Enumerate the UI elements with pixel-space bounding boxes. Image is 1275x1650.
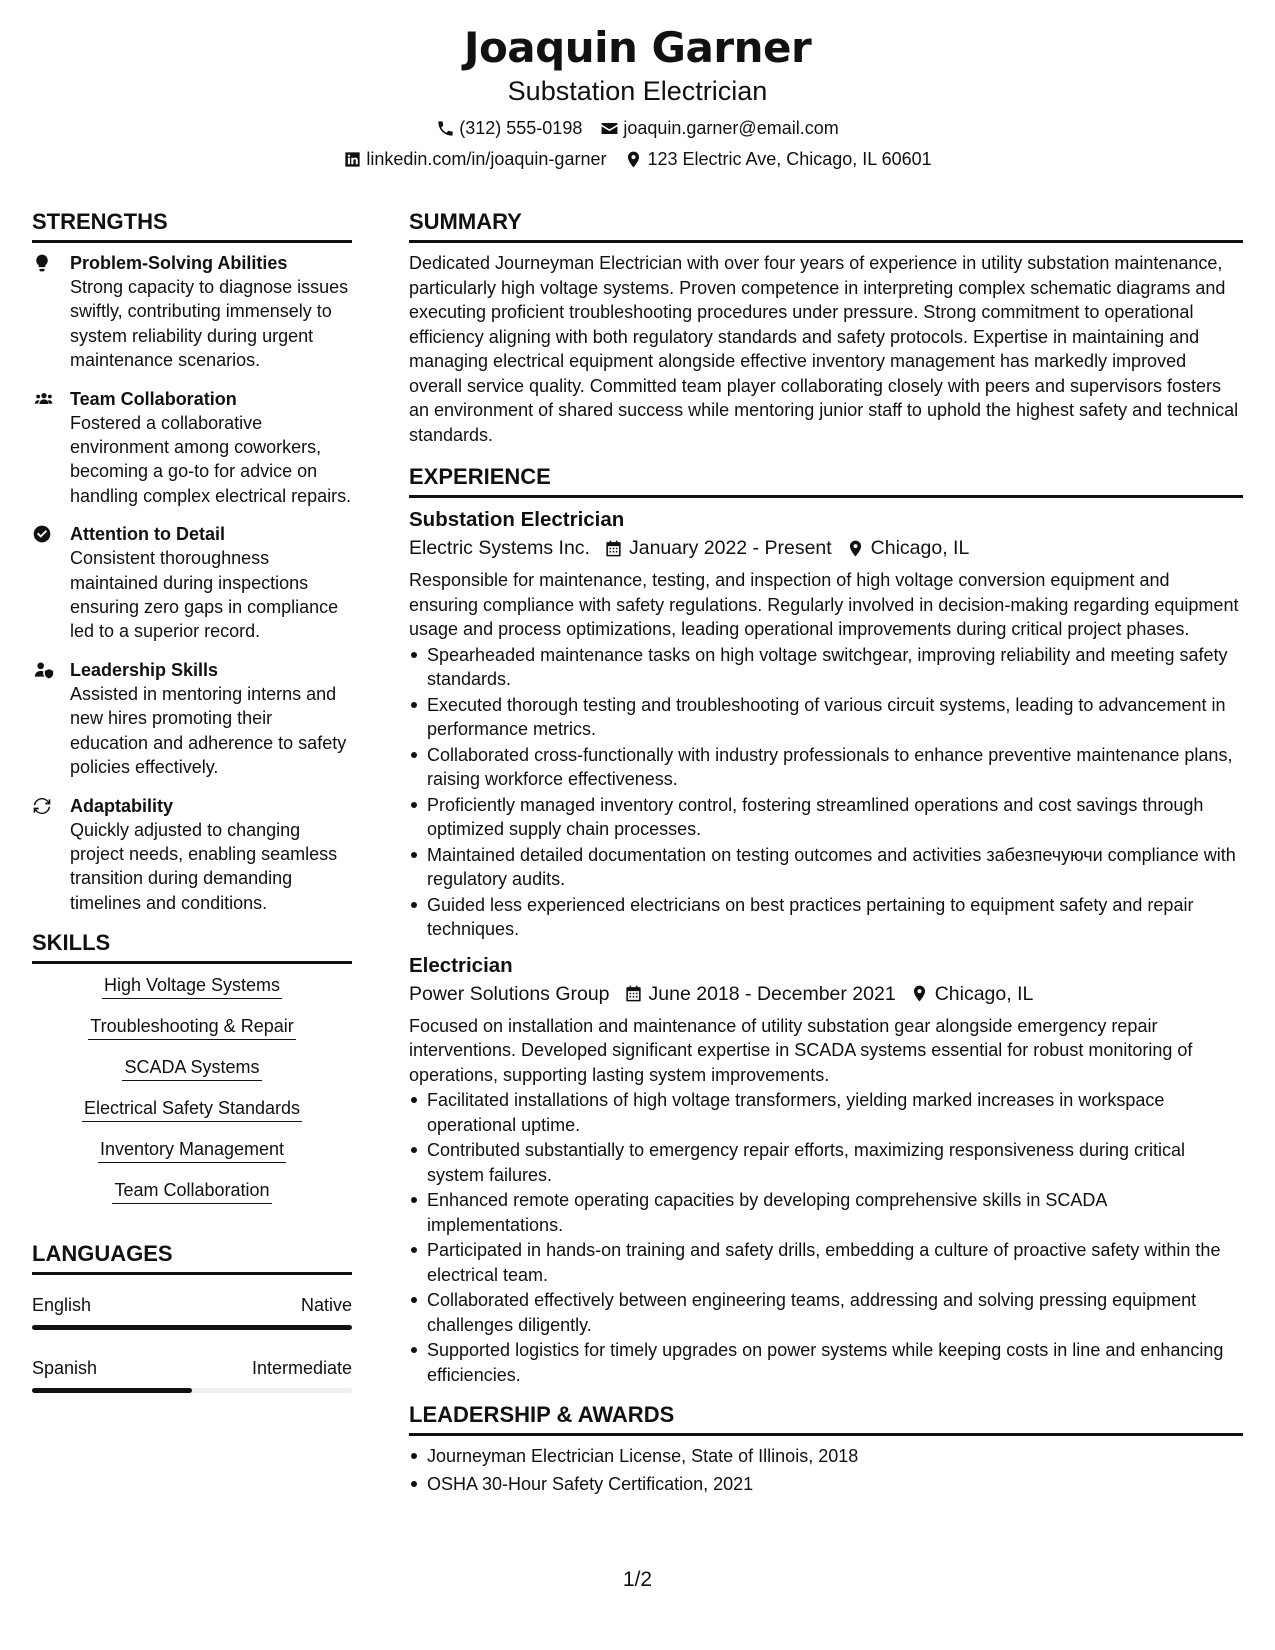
contact-row-2	[0, 147, 1275, 171]
summary-heading: SUMMARY	[409, 208, 1243, 243]
strength-title: Leadership Skills	[70, 659, 219, 680]
skill-label: SCADA Systems	[122, 1054, 261, 1081]
contact-row-1	[0, 116, 1275, 140]
candidate-title: Substation Electrician	[507, 76, 768, 106]
job-meta	[409, 534, 1243, 562]
job-role: Substation Electrician	[409, 508, 625, 531]
job-bullet: Supported logistics for timely upgrades on power systems while keeping costs in line and enhancing efficiencies.	[409, 1338, 1243, 1387]
strength-description: Quickly adjusted to changing project needs, enabling seamless transition during demanding timelines and conditions.	[70, 819, 338, 913]
page-number: 1/2	[622, 1568, 653, 1591]
experience-heading: EXPERIENCE	[409, 463, 1243, 498]
job-bullets	[409, 643, 1243, 942]
linkedin-text[interactable]: linkedin.com/in/joaquin-garner	[366, 149, 607, 169]
language-proficiency-fill	[32, 1388, 192, 1393]
job-location: Chicago, IL	[934, 982, 1034, 1005]
strength-item	[32, 658, 352, 780]
calendar-icon	[624, 984, 643, 1003]
awards-list	[409, 1444, 1243, 1496]
strength-title: Team Collaboration	[70, 388, 237, 409]
job-location: Chicago, IL	[870, 537, 970, 559]
job-bullet: Contributed substantially to emergency repair efforts, maximizing responsiveness during critical system failures.	[409, 1138, 1243, 1187]
language-item	[32, 1356, 352, 1393]
strength-item	[32, 251, 352, 373]
email-contact[interactable]	[600, 116, 838, 140]
language-proficiency-bar	[32, 1388, 352, 1393]
skill-item	[32, 1013, 352, 1040]
language-item	[32, 1293, 352, 1330]
skill-item	[32, 1095, 352, 1122]
strength-item	[32, 794, 352, 916]
job-entry	[409, 952, 1243, 1388]
linkedin-icon	[343, 150, 362, 169]
skill-label: Inventory Management	[98, 1136, 286, 1163]
left-column	[32, 208, 352, 1419]
job-bullet: Collaborated effectively between engineering teams, addressing and solving pressing equipment challenges diligently.	[409, 1288, 1243, 1337]
strength-title: Problem-Solving Abilities	[70, 253, 288, 273]
check-circle-icon	[32, 524, 52, 544]
job-dates: January 2022 - Present	[628, 537, 832, 559]
job-bullet: Collaborated cross-functionally with industry professionals to enhance preventive maintenance plans, raising workforce effectiveness.	[409, 743, 1243, 792]
users-icon	[32, 389, 56, 409]
job-bullet: Enhanced remote operating capacities by developing comprehensive skills in SCADA implementations.	[409, 1188, 1243, 1237]
phone-icon	[436, 119, 455, 138]
job-company: Power Solutions Group	[409, 982, 610, 1005]
sync-icon	[32, 796, 52, 816]
strength-description: Fostered a collaborative environment among coworkers, becoming a go-to for advice on handling complex electrical repairs.	[70, 412, 352, 506]
map-pin-icon	[910, 984, 929, 1003]
phone-text: (312) 555-0198	[459, 118, 583, 138]
job-bullet: Facilitated installations of high voltage transformers, yielding marked increases in workspace operational uptime.	[409, 1088, 1243, 1137]
job-role: Electrician	[409, 953, 513, 977]
address-contact	[624, 147, 931, 171]
skill-label: Team Collaboration	[112, 1177, 271, 1204]
strength-description: Strong capacity to diagnose issues swiftly, contributing immensely to system reliability during urgent maintenance scenarios.	[70, 277, 349, 371]
language-proficiency-fill	[32, 1325, 352, 1330]
phone-contact	[436, 116, 582, 140]
languages-heading: LANGUAGES	[32, 1240, 352, 1275]
email-text[interactable]: joaquin.garner@email.com	[623, 118, 839, 138]
strength-description: Assisted in mentoring interns and new hires promoting their education and adherence to safety policies effectively.	[70, 683, 347, 778]
job-description: Responsible for maintenance, testing, and inspection of high voltage conversion equipment and ensuring compliance with safety regulations. Regularly involved in decision-making regarding equipment usage and process optimizations, leading operational improvements during critical project phases.	[409, 570, 1239, 639]
language-level: Native	[300, 1295, 352, 1316]
strength-title: Adaptability	[70, 795, 174, 816]
envelope-icon	[600, 119, 619, 138]
skill-item	[32, 1054, 352, 1081]
job-bullet: Executed thorough testing and troubleshooting of various circuit systems, leading to advancement in performance metrics.	[409, 693, 1243, 742]
job-bullet: Proficiently managed inventory control, fostering streamlined operations and cost savings through optimized supply chain processes.	[409, 793, 1243, 842]
skill-label: High Voltage Systems	[102, 972, 282, 999]
address-text: 123 Electric Ave, Chicago, IL 60601	[647, 149, 932, 169]
linkedin-contact[interactable]	[343, 147, 606, 171]
strength-item	[32, 387, 352, 509]
job-meta	[409, 980, 1243, 1008]
language-level: Intermediate	[251, 1358, 352, 1379]
strengths-heading: STRENGTHS	[32, 208, 352, 243]
map-pin-icon	[846, 539, 865, 558]
skill-label: Troubleshooting & Repair	[88, 1013, 295, 1040]
job-entry	[409, 506, 1243, 942]
job-bullet: Participated in hands-on training and safety drills, embedding a culture of proactive safety within the electrical team.	[409, 1238, 1243, 1287]
map-pin-icon	[624, 150, 643, 169]
calendar-icon	[604, 539, 623, 558]
right-column	[409, 208, 1243, 1497]
job-bullets	[409, 1088, 1243, 1387]
skills-heading: SKILLS	[32, 929, 352, 964]
awards-heading: LEADERSHIP & AWARDS	[409, 1401, 1243, 1436]
strength-item	[32, 522, 352, 644]
strengths-list	[32, 251, 352, 915]
summary-text: Dedicated Journeyman Electrician with over four years of experience in utility substation maintenance, particularly high voltage systems. Proven competence in interpreting complex schematic diagrams and executing proficient troubleshooting procedures under pressure. Strong commitment to operational efficiency aligning with both regulatory standards and safety protocols. Expertise in maintaining and managing electrical equipment alongside effective inventory management has markedly improved overall service quality. Committed team player collaborating closely with peers and supervisors fosters an environment of shared success while mentoring junior staff to uphold the highest safety and technical standards.	[409, 253, 1239, 445]
lightbulb-icon	[32, 253, 52, 273]
language-proficiency-bar	[32, 1325, 352, 1330]
strength-description: Consistent thoroughness maintained during inspections ensuring zero gaps in compliance led to a superior record.	[70, 548, 339, 642]
skill-item	[32, 1136, 352, 1163]
resume-header	[0, 22, 1275, 171]
language-name: English	[32, 1295, 92, 1316]
job-description: Focused on installation and maintenance of utility substation gear alongside emergency repair interventions. Developed significant expertise in SCADA systems essential for robust monitoring of operations, supporting lasting system improvements.	[409, 1015, 1193, 1085]
language-name: Spanish	[32, 1358, 98, 1379]
skill-label: Electrical Safety Standards	[82, 1095, 302, 1122]
job-bullet: Maintained detailed documentation on testing outcomes and activities забезпечуючи compliance with regulatory audits.	[409, 843, 1243, 892]
candidate-name: Joaquin Garner	[463, 23, 812, 72]
job-company: Electric Systems Inc.	[409, 537, 590, 559]
award-item: OSHA 30-Hour Safety Certification, 2021	[409, 1472, 1243, 1497]
job-bullet: Spearheaded maintenance tasks on high voltage switchgear, improving reliability and meeting safety standards.	[409, 643, 1243, 692]
skill-item	[32, 972, 352, 999]
award-item: Journeyman Electrician License, State of Illinois, 2018	[409, 1444, 1243, 1469]
job-dates: June 2018 - December 2021	[648, 982, 896, 1005]
skill-item	[32, 1177, 352, 1204]
user-shield-icon	[32, 660, 56, 680]
strength-title: Attention to Detail	[70, 524, 225, 545]
skills-list	[32, 972, 352, 1204]
job-bullet: Guided less experienced electricians on best practices pertaining to equipment safety and repair techniques.	[409, 893, 1243, 942]
